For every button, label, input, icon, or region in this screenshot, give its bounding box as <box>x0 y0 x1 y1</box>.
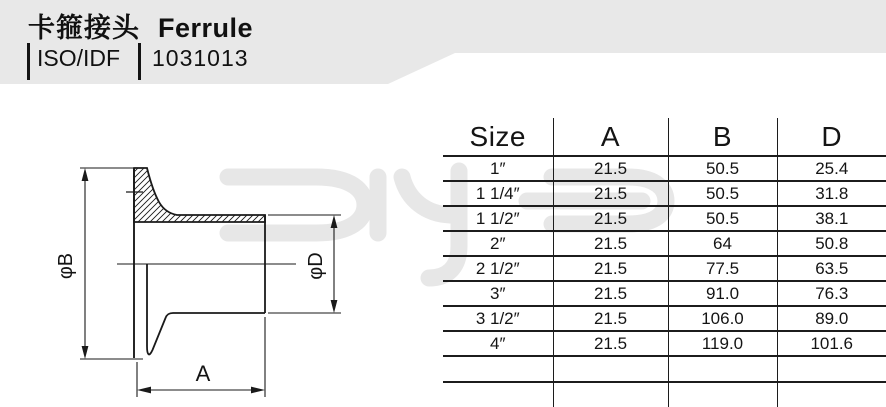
table-row <box>443 206 886 231</box>
table-row <box>443 156 886 181</box>
table-row <box>443 231 886 256</box>
cell-d: 76.3 <box>777 281 886 306</box>
cell-a: 21.5 <box>553 156 668 181</box>
arrow-a-left <box>137 387 151 394</box>
table-row <box>443 331 886 356</box>
dim-label-a: A <box>195 361 211 386</box>
cell-d: 63.5 <box>777 256 886 281</box>
cell-size: 3″ <box>443 281 553 306</box>
cell-a: 21.5 <box>553 256 668 281</box>
cell-size: 2″ <box>443 231 553 256</box>
cell-size: 1 1/2″ <box>443 206 553 231</box>
arrow-b-up <box>82 168 89 181</box>
table-header-row <box>443 118 886 156</box>
cell-d: 101.6 <box>777 331 886 356</box>
dim-label-b: φB <box>55 252 77 280</box>
table-row <box>443 306 886 331</box>
table-row <box>443 281 886 306</box>
column-header-size: Size <box>443 118 553 156</box>
cell-d: 25.4 <box>777 156 886 181</box>
cell-a: 21.5 <box>553 181 668 206</box>
cell-a: 21.5 <box>553 331 668 356</box>
product-code: 1031013 <box>152 45 249 71</box>
title-english: Ferrule <box>158 13 254 43</box>
arrow-d-down <box>331 300 338 313</box>
cell-size: 1″ <box>443 156 553 181</box>
cell-size: 3 1/2″ <box>443 306 553 331</box>
empty-row <box>443 382 886 407</box>
dimension-table <box>443 118 886 407</box>
arrow-b-down <box>82 346 89 359</box>
cell-d: 38.1 <box>777 206 886 231</box>
standard-label: ISO/IDF <box>37 45 121 71</box>
column-header-a: A <box>553 118 668 156</box>
cell-size: 2 1/2″ <box>443 256 553 281</box>
cell-b: 50.5 <box>668 206 777 231</box>
ferrule-drawing <box>0 0 440 407</box>
column-header-d: D <box>777 118 886 156</box>
cell-b: 106.0 <box>668 306 777 331</box>
cell-b: 50.5 <box>668 181 777 206</box>
dim-label-d: φD <box>305 252 327 280</box>
cell-d: 50.8 <box>777 231 886 256</box>
table-row <box>443 181 886 206</box>
cell-a: 21.5 <box>553 231 668 256</box>
cell-b: 50.5 <box>668 156 777 181</box>
cell-b: 77.5 <box>668 256 777 281</box>
empty-row <box>443 356 886 382</box>
arrow-d-up <box>331 215 338 228</box>
title-chinese: 卡箍接头 <box>28 13 140 43</box>
cell-b: 91.0 <box>668 281 777 306</box>
cell-a: 21.5 <box>553 281 668 306</box>
column-header-b: B <box>668 118 777 156</box>
cell-d: 31.8 <box>777 181 886 206</box>
cell-d: 89.0 <box>777 306 886 331</box>
arrow-a-right <box>251 387 265 394</box>
cell-size: 1 1/4″ <box>443 181 553 206</box>
cell-b: 119.0 <box>668 331 777 356</box>
section-hatch <box>134 168 265 222</box>
taper-outline <box>147 264 265 354</box>
cell-b: 64 <box>668 231 777 256</box>
cell-a: 21.5 <box>553 306 668 331</box>
table-row <box>443 256 886 281</box>
cell-a: 21.5 <box>553 206 668 231</box>
cell-size: 4″ <box>443 331 553 356</box>
